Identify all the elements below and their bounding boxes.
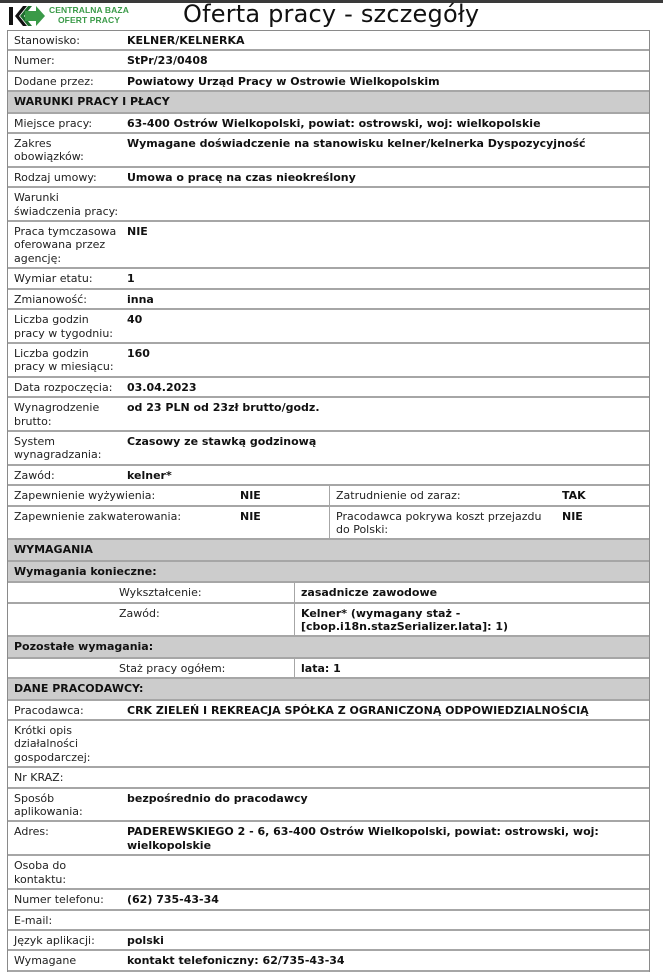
phone-value[interactable]: (62) 735-43-34 xyxy=(127,893,219,907)
row-godziny-miesiac xyxy=(8,344,649,378)
row-opis-dzialalnosci xyxy=(8,721,649,768)
row-wyksztalcenie xyxy=(8,583,649,603)
field-value: polski xyxy=(127,933,164,947)
row-zakwaterowanie-przejazd xyxy=(8,507,649,541)
logo-line-1: CENTRALNA BAZA xyxy=(49,5,129,15)
field-value: bezpośrednio do pracodawcy xyxy=(127,791,308,805)
row-numer xyxy=(8,51,649,71)
field-label: Data rozpoczęcia: xyxy=(14,380,113,394)
field-label: Praca tymczasowa oferowana przez agencję: xyxy=(14,225,117,265)
field-label: Wynagrodzenie brutto: xyxy=(14,401,100,428)
section-heading-requirements: WYMAGANIA xyxy=(8,540,649,561)
field-value xyxy=(121,911,649,929)
row-wymagane xyxy=(8,951,649,971)
field-value: NIE xyxy=(562,509,583,523)
section-heading-conditions: WARUNKI PRACY I PŁACY xyxy=(8,92,649,113)
row-pracodawca xyxy=(8,701,649,721)
field-label: Pracodawca pokrywa koszt przejazdu do Polski: xyxy=(336,509,542,536)
field-value: TAK xyxy=(562,489,586,503)
field-value: KELNER/KELNERKA xyxy=(127,34,245,47)
field-label: Osoba do kontaktu: xyxy=(14,859,67,886)
field-value: inna xyxy=(127,292,154,306)
field-label: Zawód: xyxy=(8,604,295,636)
field-label: Warunki świadczenia pracy: xyxy=(14,191,119,218)
field-value: CRK ZIELEŃ I REKREACJA SPÓŁKA Z OGRANICZONĄ ODPOWIEDZIALNOŚCIĄ xyxy=(127,703,589,717)
field-label: Pracodawca: xyxy=(14,703,84,717)
offer-details-table xyxy=(7,30,650,972)
row-dodane-przez xyxy=(8,72,649,92)
field-label: Nr KRAZ: xyxy=(14,771,64,785)
field-value: 03.04.2023 xyxy=(127,380,197,394)
field-value: 1 xyxy=(127,272,135,286)
row-data-rozpoczecia xyxy=(8,378,649,398)
field-value: Czasowy ze stawką godzinową xyxy=(127,434,317,448)
split-left xyxy=(8,486,330,504)
row-system-wynagradzania xyxy=(8,432,649,466)
row-email xyxy=(8,911,649,931)
field-label: Rodzaj umowy: xyxy=(14,170,97,184)
row-sposob-aplikowania xyxy=(8,789,649,823)
split-right xyxy=(330,507,649,539)
logo-text xyxy=(49,6,129,25)
field-label: Stanowisko: xyxy=(14,34,80,47)
field-label: Adres: xyxy=(14,825,49,839)
field-label: Zakres obowiązków: xyxy=(14,137,84,164)
row-jezyk-aplikacji xyxy=(8,931,649,951)
field-label: Dodane przez: xyxy=(14,74,94,88)
field-label: Wykształcenie: xyxy=(8,583,295,601)
field-label: Wymiar etatu: xyxy=(14,272,93,286)
field-label: Sposób aplikowania: xyxy=(14,791,83,819)
field-value xyxy=(121,721,649,766)
field-value: kontakt telefoniczny: 62/735-43-34 xyxy=(127,954,345,968)
field-label: Zatrudnienie od zaraz: xyxy=(336,489,461,503)
subsection-heading-required: Wymagania konieczne: xyxy=(8,562,649,583)
field-value: PADEREWSKIEGO 2 - 6, 63-400 Ostrów Wielkopolski, powiat: ostrowski, woj: wielkopolskie xyxy=(127,825,599,852)
row-adres xyxy=(8,822,649,856)
split-left xyxy=(8,507,330,539)
field-value: NIE xyxy=(240,509,261,523)
field-value: lata: 1 xyxy=(301,661,341,675)
row-rodzaj-umowy xyxy=(8,168,649,188)
field-label: Krótki opis działalności gospodarczej: xyxy=(14,724,91,764)
row-osoba-kontakt xyxy=(8,856,649,890)
field-value xyxy=(121,188,649,220)
field-value: kelner* xyxy=(127,468,172,482)
field-value: Umowa o pracę na czas nieokreślony xyxy=(127,170,356,184)
row-zakres-obowiazkow xyxy=(8,134,649,168)
row-zawod xyxy=(8,466,649,486)
field-value: NIE xyxy=(127,225,148,239)
field-value: 160 xyxy=(127,346,150,360)
field-value: StPr/23/0408 xyxy=(127,54,208,68)
field-label: Numer telefonu: xyxy=(14,893,104,907)
page-header xyxy=(0,0,663,30)
field-label: System wynagradzania: xyxy=(14,434,102,462)
section-heading-employer: DANE PRACODAWCY: xyxy=(8,679,649,700)
logo-line-2: OFERT PRACY xyxy=(57,14,120,25)
field-label: Miejsce pracy: xyxy=(14,116,93,130)
field-label: Zmianowość: xyxy=(14,292,87,306)
field-label: Wymagane xyxy=(14,954,77,968)
field-label: Numer: xyxy=(14,54,55,68)
row-stanowisko xyxy=(8,31,649,51)
field-value: Wymagane doświadczenie na stanowisku kelner/kelnerka Dyspozycyjność xyxy=(127,137,586,151)
field-value xyxy=(121,768,649,786)
page-title: Oferta pracy - szczegóły xyxy=(183,0,480,28)
field-label: Zapewnienie zakwaterowania: xyxy=(14,509,182,523)
field-label: E-mail: xyxy=(14,913,53,927)
row-wymiar-etatu xyxy=(8,269,649,289)
field-value: zasadnicze zawodowe xyxy=(301,586,438,600)
field-label: Liczba godzin pracy w miesiącu: xyxy=(14,346,114,374)
row-staz-pracy xyxy=(8,659,649,679)
field-value xyxy=(121,856,649,888)
field-value: Powiatowy Urząd Pracy w Ostrowie Wielkopolskim xyxy=(127,74,440,88)
row-godziny-tydzien xyxy=(8,310,649,344)
logo-arrows-icon xyxy=(7,3,47,27)
row-wymagany-zawod xyxy=(8,604,649,638)
row-praca-tymczasowa xyxy=(8,222,649,269)
row-wyzywienie-zatrudnienie xyxy=(8,486,649,506)
subsection-heading-other: Pozostałe wymagania: xyxy=(8,637,649,658)
field-label: Staż pracy ogółem: xyxy=(8,659,295,677)
row-wynagrodzenie xyxy=(8,398,649,432)
split-right xyxy=(330,486,649,504)
row-miejsce-pracy xyxy=(8,114,649,134)
field-value: od 23 PLN od 23zł brutto/godz. xyxy=(127,401,320,415)
row-warunki-swiadczenia xyxy=(8,188,649,222)
field-label: Zapewnienie wyżywienia: xyxy=(14,489,156,503)
field-label: Liczba godzin pracy w tygodniu: xyxy=(14,313,114,340)
cbop-logo[interactable] xyxy=(7,3,142,29)
field-value: 63-400 Ostrów Wielkopolski, powiat: ostrowski, woj: wielkopolskie xyxy=(127,116,541,130)
field-value: Kelner* (wymagany staż - [cbop.i18n.stazSerializer.lata]: 1) xyxy=(301,606,509,633)
field-label: Zawód: xyxy=(14,468,55,482)
row-numer-telefonu xyxy=(8,890,649,910)
field-value: NIE xyxy=(240,489,261,503)
field-value: 40 xyxy=(127,313,143,327)
row-nr-kraz xyxy=(8,768,649,788)
field-label: Język aplikacji: xyxy=(14,933,95,947)
row-zmianowosc xyxy=(8,290,649,310)
